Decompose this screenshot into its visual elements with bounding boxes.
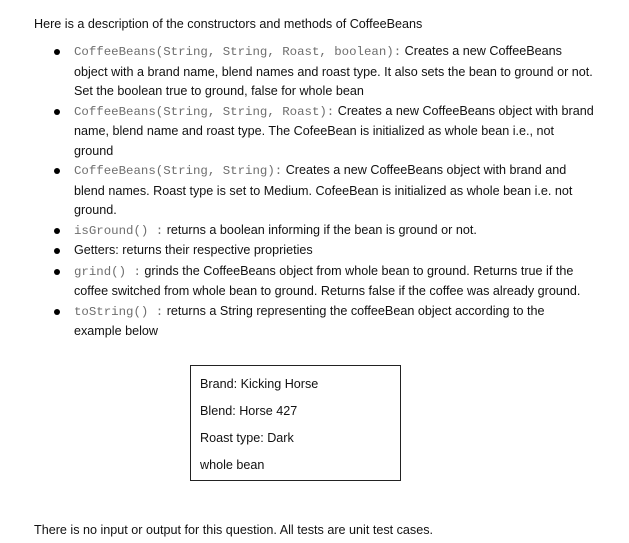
footer-note: There is no input or output for this question. All tests are unit test cases.: [34, 523, 434, 537]
method-description: returns a String representing the coffeeBean object according to the example below: [74, 303, 545, 338]
bullet-icon: [54, 168, 60, 174]
bullet-icon: [54, 228, 60, 234]
bullet-icon: [54, 109, 60, 115]
method-signature: grind() :: [74, 264, 141, 279]
method-list: [34, 42, 594, 342]
list-item: [34, 161, 594, 221]
method-description: Creates a new CoffeeBeans object with brand name, blend name and roast type. The CofeeBean is initialized as whole bean i.e., not ground: [74, 103, 594, 158]
method-signature: CoffeeBeans(String, String):: [74, 164, 283, 178]
example-brand: Brand: Kicking Horse: [200, 377, 319, 391]
method-description: returns a boolean informing if the bean is ground or not.: [163, 222, 477, 237]
bullet-icon: [54, 248, 60, 254]
method-signature: CoffeeBeans(String, String, Roast):: [74, 104, 335, 119]
list-item: [34, 262, 594, 302]
bullet-icon: [54, 49, 60, 55]
example-state: whole bean: [200, 458, 265, 472]
method-signature: isGround() :: [74, 223, 164, 238]
bullet-icon: [54, 309, 60, 315]
method-description: Creates a new CoffeeBeans object with a brand name, blend names and roast type. It also sets the bean to ground or not. Set the boolean true to ground, false for whole bean: [74, 44, 593, 98]
method-signature: toString() :: [74, 304, 164, 319]
example-blend: Blend: Horse 427: [200, 404, 298, 418]
method-description: Creates a new CoffeeBeans object with brand and blend names. Roast type is set to Medium. CofeeBean is initialized as whole bean i.e. not ground.: [74, 163, 573, 217]
example-output-box: [190, 365, 401, 481]
bullet-icon: [54, 269, 60, 275]
method-description: grinds the CoffeeBeans object from whole bean to ground. Returns true if the coffee switched from whole bean to ground. Returns false if the coffee was already ground.: [74, 263, 581, 298]
list-item: [34, 241, 594, 262]
intro-text: Here is a description of the constructors and methods of CoffeeBeans: [34, 17, 423, 31]
list-item: [34, 221, 594, 242]
method-signature: CoffeeBeans(String, String, Roast, boolean):: [74, 45, 402, 59]
list-item: [34, 302, 594, 342]
example-roast: Roast type: Dark: [200, 431, 294, 445]
list-item: [34, 42, 594, 102]
list-item: [34, 102, 594, 162]
method-description: Getters: returns their respective proprieties: [74, 243, 313, 257]
